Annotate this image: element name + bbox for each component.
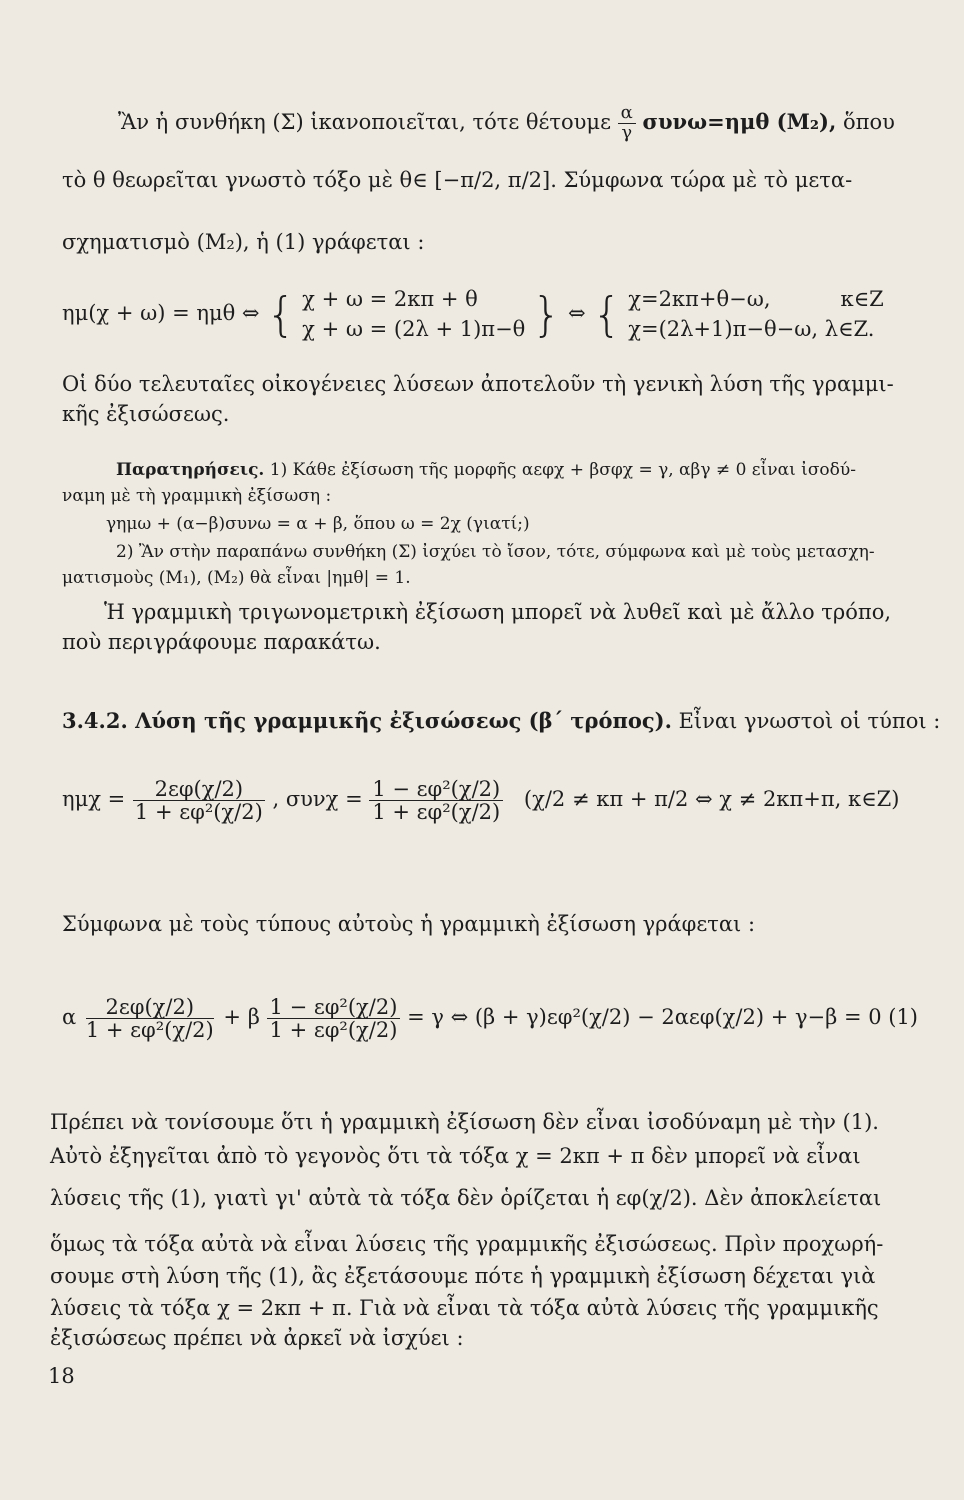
- left-brace: {: [266, 287, 296, 342]
- paragraph-4-line-6: λύσεις τὰ τόξα χ = 2κπ + π. Γιὰ νὰ εἶναι τὰ τόξα αὐτὰ λύσεις τῆς γραμμικῆς: [50, 1296, 879, 1320]
- numerator: α: [618, 104, 636, 124]
- system-2: [628, 284, 884, 345]
- eq-term: + β: [223, 1005, 260, 1030]
- note-heading: Παρατηρήσεις.: [116, 460, 265, 480]
- formulas: [62, 778, 899, 823]
- formula-mid: , συνχ =: [272, 787, 363, 812]
- note-1-line-1: [116, 460, 856, 480]
- note-1-line-2: ναμη μὲ τὴ γραμμικὴ ἐξίσωση :: [62, 486, 332, 506]
- text: . Σύμφωνα τώρα μὲ τὸ μετα-: [550, 168, 853, 192]
- eq-row: χ + ω = (2λ + 1)π−θ: [302, 317, 526, 342]
- paragraph-2-line-1: Ἡ γραμμικὴ τριγωνομετρικὴ ἐξίσωση μπορεῖ νὰ λυθεῖ καὶ μὲ ἄλλο τρόπο,: [104, 600, 892, 624]
- equivalence: ⇔: [567, 300, 586, 325]
- line-2: [62, 168, 852, 192]
- paragraph-2-line-2: ποὺ περιγράφουμε παρακάτω.: [62, 630, 381, 654]
- left-brace: {: [592, 287, 622, 342]
- fraction-alpha-gamma: [618, 104, 636, 143]
- eq-domain: κ∈Z: [840, 287, 884, 311]
- right-brace: }: [532, 287, 562, 342]
- paragraph-4-line-4: ὅμως τὰ τόξα αὐτὰ νὰ εἶναι λύσεις τῆς γραμμικῆς ἐξισώσεως. Πρὶν προχωρή-: [50, 1232, 884, 1256]
- fraction: [267, 996, 401, 1041]
- eq-row: χ + ω = 2κπ + θ: [302, 287, 478, 311]
- eq-term: α: [62, 1005, 77, 1030]
- fraction: [369, 778, 503, 823]
- paragraph-1-line-2: κῆς ἐξισώσεως.: [62, 402, 230, 426]
- numerator: 2εφ(χ/2): [86, 996, 215, 1019]
- equation-1: [62, 284, 884, 345]
- denominator: 1 + εφ²(χ/2): [269, 1018, 398, 1043]
- fraction: [83, 996, 217, 1041]
- section-title: 3.4.2. Λύση τῆς γραμμικῆς ἐξισώσεως (β΄ τρόπος).: [62, 708, 672, 733]
- text: 1) Κάθε ἐξίσωση τῆς μορφῆς αεφχ + βσφχ = γ, αβγ ≠ 0 εἶναι ἰσοδύ-: [269, 460, 856, 480]
- line-1: [118, 104, 895, 143]
- denominator: 1 + εφ²(χ/2): [372, 800, 501, 825]
- text-bold: συνω=ημθ (M₂),: [642, 108, 837, 134]
- section-heading: [62, 708, 940, 733]
- eq-left: ημ(χ + ω) = ημθ ⇔: [62, 300, 260, 325]
- text: Εἶναι γνωστοὶ οἱ τύποι :: [678, 709, 941, 733]
- paragraph-4-line-1: Πρέπει νὰ τονίσουμε ὅτι ἡ γραμμικὴ ἐξίσωση δὲν εἶναι ἰσοδύναμη μὲ τὴν (1).: [50, 1110, 879, 1134]
- paragraph-4-line-2: Αὐτὸ ἐξηγεῖται ἀπὸ τὸ γεγονὸς ὅτι τὰ τόξα χ = 2κπ + π δὲν μπορεῖ νὰ εἶναι: [50, 1144, 861, 1168]
- text: Ἂν ἡ συνθήκη (Σ) ἱκανοποιεῖται, τότε θέτουμε: [118, 109, 611, 134]
- eq-rest: = γ ⇔ (β + γ)εφ²(χ/2) − 2αεφ(χ/2) + γ−β = 0 (1): [407, 1005, 918, 1030]
- denominator: 1 + εφ²(χ/2): [85, 1018, 214, 1043]
- paragraph-4-line-5: σουμε στὴ λύση τῆς (1), ἂς ἐξετάσουμε πότε ἡ γραμμικὴ ἐξίσωση δέχεται γιὰ: [50, 1264, 876, 1288]
- system-1: [302, 284, 525, 345]
- formula-condition: (χ/2 ≠ κπ + π/2 ⇔ χ ≠ 2κπ+π, κ∈Z): [523, 787, 900, 812]
- note-1-line-3: γημω + (α−β)συνω = α + β, ὅπου ω = 2χ (γιατί;): [106, 514, 530, 534]
- fraction: [132, 778, 266, 823]
- text: τὸ θ θεωρεῖται γνωστὸ τόξο μὲ θ∈: [62, 168, 428, 192]
- formula-left: ημχ =: [62, 787, 126, 812]
- note-2-line-1: 2) Ἂν στὴν παραπάνω συνθήκη (Σ) ἰσχύει τὸ ἴσον, τότε, σύμφωνα καὶ μὲ τοὺς μετασχη-: [116, 542, 875, 562]
- equation-2: [62, 996, 918, 1041]
- paragraph-4-line-7: ἐξισώσεως πρέπει νὰ ἀρκεῖ νὰ ἰσχύει :: [50, 1326, 464, 1350]
- interval: [−π/2, π/2]: [434, 168, 551, 192]
- numerator: 2εφ(χ/2): [133, 778, 266, 801]
- eq-row: χ=2κπ+θ−ω,: [628, 287, 771, 311]
- paragraph-1-line-1: Οἱ δύο τελευταῖες οἰκογένειες λύσεων ἀποτελοῦν τὴ γενικὴ λύση τῆς γραμμι-: [62, 372, 894, 396]
- text: ὅπου: [843, 109, 895, 134]
- numerator: 1 − εφ²(χ/2): [267, 996, 401, 1019]
- note-2-line-2: ματισμοὺς (M₁), (M₂) θὰ εἶναι |ημθ| = 1.: [62, 568, 411, 588]
- eq-row: χ=(2λ+1)π−θ−ω, λ∈Z.: [628, 317, 875, 342]
- denominator: 1 + εφ²(χ/2): [134, 800, 263, 825]
- paragraph-3: Σύμφωνα μὲ τοὺς τύπους αὐτοὺς ἡ γραμμικὴ ἐξίσωση γράφεται :: [62, 912, 756, 936]
- paragraph-4-line-3: λύσεις τῆς (1), γιατὶ γι' αὐτὰ τὰ τόξα δὲν ὁρίζεται ἡ εφ(χ/2). Δὲν ἀποκλείεται: [50, 1186, 882, 1210]
- line-3: σχηματισμὸ (M₂), ἡ (1) γράφεται :: [62, 230, 425, 254]
- numerator: 1 − εφ²(χ/2): [369, 778, 503, 801]
- page-number: 18: [48, 1364, 75, 1388]
- denominator: γ: [621, 121, 633, 143]
